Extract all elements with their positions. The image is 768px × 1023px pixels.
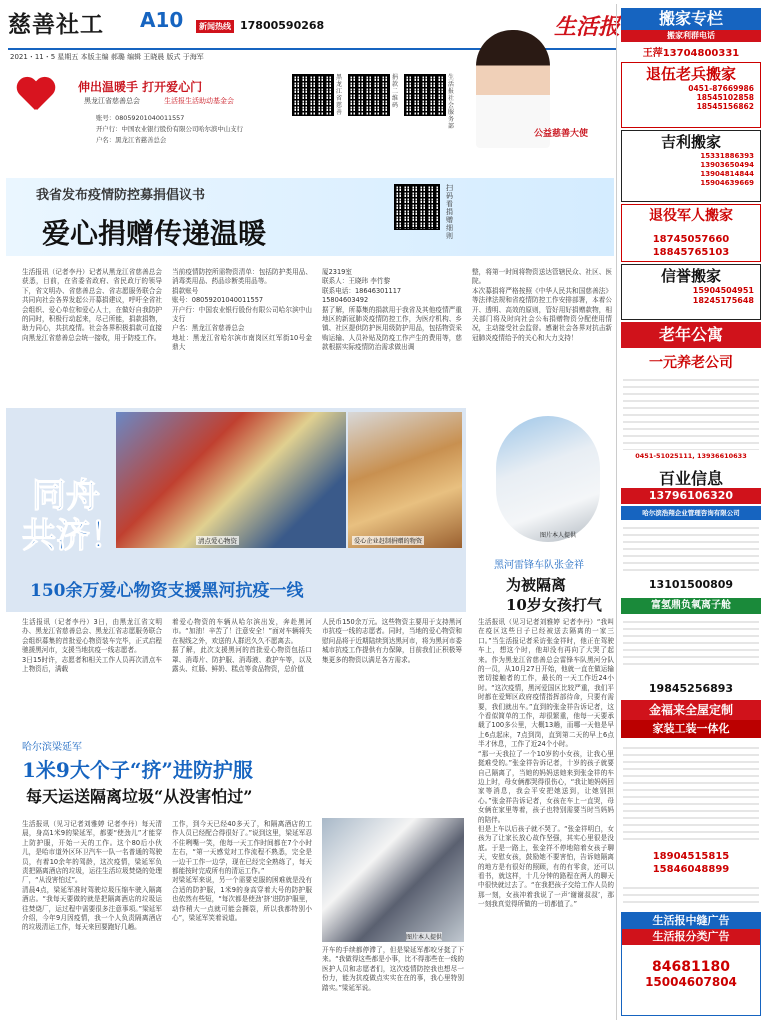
feature2-title-1: 为被隔离 xyxy=(506,576,567,594)
newspaper-logo: 生活报 xyxy=(554,14,621,40)
ad-fuqing-body xyxy=(623,616,759,668)
feature3-col2: 工作，到今天已经40多天了，和隔离酒店的工作人员已经配合得很好了。”说到这里，梁延军忍不住咧嘴一笑，他每一天工作时间都在7个小时左右，“第一天感觉对工作流程不熟悉，完全是一边干工作一边学，现在已经完全熟练了，每天都能按时完成所有的清运工作。” 对梁延军来说，另一个需要克服的困难就是没有合适的防护服，1米9的身高穿着大号的防护服也依然有些短，“每次都是使劲‘挤’进防护服里，动作稍大一点就可能会撕裂，所以我都特别小心”，梁延军笑着说道。 xyxy=(172,820,312,923)
ad-haoxiang-title: 哈尔滨浩翔企业管理咨询有限公司 xyxy=(621,506,761,520)
ad-xinyu-box xyxy=(621,264,761,320)
headline-sub: 我省发布疫情防控募捐倡议书 xyxy=(36,188,206,203)
qr-caption: 扫码看捐赠细则 xyxy=(446,184,453,240)
ads-column xyxy=(616,4,764,1020)
qr-label-3: 生活报社会服务部 xyxy=(448,74,455,130)
ambassador-label: 公益慈善大使 xyxy=(534,129,589,139)
feature1-title: 150余万爱心物资支援黑河抗疫一线 xyxy=(30,581,304,601)
banner-org-1: 黑龙江省慈善总会 xyxy=(84,97,140,105)
charity-banner xyxy=(6,64,614,152)
ad-moving-sub: 搬家利群电话 xyxy=(621,30,761,42)
feature2-caption: 图片本人提供 xyxy=(540,532,577,539)
feature1-big-2: 共济！ xyxy=(22,516,124,556)
ad-soldier-box xyxy=(621,204,761,262)
ad-xinyu-phones: 15904504951 18245175648 xyxy=(692,286,754,305)
ad-yiyuan-body xyxy=(623,374,759,450)
ad-fuqing-phone: 19845256893 xyxy=(648,682,734,695)
ad-jinfulai-phones: 18904515815 15846048899 xyxy=(652,851,730,875)
photo-caption-2: 爱心企业赶制捐赠的物资 xyxy=(354,538,423,545)
ad-baiye-phone: 13796106320 xyxy=(621,488,761,504)
banner-slogan: 伸出温暖手 打开爱心门 xyxy=(78,80,203,94)
ad-classified-phone-2: 15004607804 xyxy=(645,975,737,989)
ad-xinyu-title: 信誉搬家 xyxy=(660,267,721,285)
ad-moving-title: 搬家专栏 xyxy=(621,8,761,30)
hotline-number: 17800590268 xyxy=(240,19,325,32)
heart-icon xyxy=(16,78,56,114)
ad-misc-body xyxy=(623,882,759,906)
feature3-col3: 开车的手续都停滞了，但是梁延军都咬牙挺了下来。“我做得这些都是小事，比不得那些在一线的医护人员和志愿者们，这次疫情防控我也想尽一份力，能为抗疫做点实实在在的事，我心里特别踏实。”梁延军说。 xyxy=(322,946,464,992)
ad-classified-box xyxy=(621,912,761,1016)
ad-elderly-title: 老年公寓 xyxy=(621,322,761,348)
ad-jinfulai-body xyxy=(623,742,759,840)
ad-soldier-phones: 18745057660 18845765103 xyxy=(652,234,730,258)
ad-classified-title: 生活报中缝广告 xyxy=(622,913,760,929)
feature1-big-1: 同舟 xyxy=(32,476,100,516)
banner-org-2: 生活报生活助动基金会 xyxy=(164,97,234,105)
qr-code-icon xyxy=(348,74,390,116)
ad-classified-sub: 生活报分类广告 xyxy=(622,929,760,945)
ad-baiye-title: 百业信息 xyxy=(658,469,723,488)
feature1-col2: 着爱心物资的车辆从哈尔滨出发，奔赴黑河市。“加油！辛苦了！注意安全！”面对车辆将失在视线之外，欢送的人群迟久久不愿离去。 据了解，此次支援黑河的首批爱心物资包括口罩、消毒片、防护服、消毒液、救护车等，以及露头、红肠、鲜奶、糕点等食品物资，总价值 xyxy=(172,618,312,674)
feature3-title-1: 1米9大个子“挤”进防护服 xyxy=(22,758,253,782)
feature2-body: 生活报讯（见习记者刘雅婷 记者李丹）“我叫在疫区这些日子已经被送去隔离的一家三口。”当生活报记者采访张金祥时，他正在驾驶车上，想这个时，他却没有再向了大哭了起来。作为黑龙江省慈善总会雷锋车队黑河分队的一员，从10月27日开始，他就一直在做运输密切接触者的工作，最长的一天工作近24小时。“这次疫情，黑河爱国区比较严重，我们平时都在爱辉区政府疫情指挥部待命，只要有需要，我们就出车。”直到的张金祥告诉记者，这个看似简单的工作，却很繁重，他每一天要承载了100多公里，大概13趟，而哪一天他是早上6点起床，7点到岗，直到第二天的早上6点半才休息，工作了近24个小时。 “那一天我拉了一个10岁的小女孩，让我心里挺难受的。”张金祥告诉记者，十岁的孩子就要自己隔离了，当她的妈妈送她来到张金祥的车边上时，母女俩都哭得很伤心，“我让她妈妈回家等消息，我会平安把她送到，让她别担心。”张金祥告诉记者，女孩在车上一直哭，母女俩在家里等着，孩子也特别需要当时当妈妈的陪伴。 但是上车以后孩子就不哭了。“张金祥明白，女孩为了让家长放心故作坚强，其实心里很是没底。于是一路上，张金祥不停地陪着女孩子聊天，安慰女孩，鼓励她不要害怕，告诉她隔离的地方是有很好的照顾，有的有零食，还可以看书，就这样，十几分钟的路程在两人的聊天中很快就过去了。“在我把孩子交给工作人员的那一刻，女孩冲着我说了一声‘谢谢叔叔’，那一刻我真觉得所做的一切都值了。” xyxy=(478,618,614,909)
ad-haoxiang-body xyxy=(623,522,759,572)
page-section-title: 慈善社工 xyxy=(8,11,104,38)
ad-jili-phones: 15331886393 13903650494 13904814844 15904639669 xyxy=(700,152,754,187)
photo-factory xyxy=(348,412,462,548)
ad-yiyuan-title: 一元养老公司 xyxy=(649,355,733,371)
article1-col2: 当前疫情防控所需物资清单：包括防护类用品、消毒类用品、药品诊断类用品等。 捐款账号 账号：08059201040011557 开户行：中国农业银行股份有限公司哈尔滨中山支行 户名：黑龙江省慈善总会 地址：黑龙江省哈尔滨市南岗区红军街10号金鼎大 xyxy=(172,268,312,352)
qr-code-icon xyxy=(404,74,446,116)
feature3-caption: 图片本人提供 xyxy=(406,934,443,941)
ad-yiyuan-phone: 0451-51025111, 13936610633 xyxy=(635,452,747,460)
headline-block xyxy=(6,178,614,256)
article1-col1: 生活报讯（记者李丹）记者从黑龙江省慈善总会获悉，目前，在省委省政府、省民政厅的领导下，省文明办、省慈善总会、省志愿服务联合会共同向社会各界发起公开募捐建议，呼吁全省社会组织、爱心单位和爱心人士，在做好自我防护的同时，积极行动起来，尽己所能，捐款捐物，助力同心，共抗疫情。社会各界积极捐款可直接向黑龙江省慈善总会统一接收，用于防疫工作。 xyxy=(22,268,162,342)
page-number: A10 xyxy=(140,8,184,32)
banner-holder: 户名：黑龙江省慈善总会 xyxy=(96,136,167,144)
ad-classified-phone: 84681180 xyxy=(652,959,730,975)
ad-veteran-phones: 0451-87669986 18545102858 18545156862 xyxy=(688,84,754,111)
issue-meta: 2021・11・5 星期五 本版主编 郝璐 编辑 王晓晨 版式 于海军 xyxy=(10,53,204,61)
ad-jili-title: 吉利搬家 xyxy=(660,133,721,151)
ad-haoxiang-phone: 13101500809 xyxy=(648,578,734,591)
ad-jinfulai-title: 金福来全屋定制 xyxy=(621,700,761,720)
feature2-kicker: 黑河雷锋车队张金祥 xyxy=(494,560,584,571)
photo-liang xyxy=(322,818,464,942)
qr-code-icon xyxy=(394,184,440,230)
banner-bank: 开户行：中国农业银行股份有限公司哈尔滨中山支行 xyxy=(96,125,243,133)
banner-account: 账号：08059201040011557 xyxy=(96,114,185,122)
feature3-kicker: 哈尔滨梁延军 xyxy=(22,742,82,753)
ad-jinfulai-sub: 家装工装一体化 xyxy=(621,720,761,738)
article1-col4: 整，将第一时间将物资送达管辖民众、社区、医院。 本次募捐将严格按照《中华人民共和国慈善法》等法律法规和省疫情防控工作安排部署，本着公开、透明、高效的原则，管好用好捐赠款物，相关部门将及时向社会公布捐赠物资分配使用情况，主动接受社会监督。感谢社会各界对抗击新冠肺炎疫情给予的关心和大力支持！ xyxy=(472,268,612,342)
feature1-block xyxy=(6,408,466,612)
feature3-title-2: 每天运送隔离垃圾“从没害怕过” xyxy=(26,787,253,806)
ad-fuqing-title: 富氢鼎负氧离子舱 xyxy=(621,598,761,614)
ad-veteran-title: 退伍老兵搬家 xyxy=(645,65,736,83)
headline-main: 爱心捐赠传递温暖 xyxy=(42,217,267,250)
feature1-col3: 人民币150余万元。这些物资主要用于支持黑河市抗疫一线的志愿者。同时，当地的爱心物资和慰问品将于近期陆续到达黑河市，将为黑河市委城市抗疫工作提供有力保障，目前我们正积极筹集更多的物资以满足各方需求。 xyxy=(322,618,462,664)
qr-label-2: 捐款二维码 xyxy=(392,74,399,109)
ad-veteran-box xyxy=(621,62,761,128)
hotline-label: 新闻热线 xyxy=(196,20,234,33)
ad-moving-phone: 王萍13704800331 xyxy=(642,48,740,59)
qr-label-1: 黑龙江省慈善 xyxy=(336,74,343,116)
ad-jili-box xyxy=(621,130,761,202)
photo-caption-1: 清点爱心物资 xyxy=(198,537,237,545)
photo-zhang xyxy=(496,416,600,542)
qr-code-icon xyxy=(292,74,334,116)
photo-supplies xyxy=(116,412,346,548)
ad-soldier-title: 退役军人搬家 xyxy=(649,208,733,224)
feature1-col1: 生活报讯（记者李丹）3日，由黑龙江省文明办、黑龙江省慈善总会、黑龙江省志愿服务联合会组织募集的首批爱心物资装车完毕，正式启程驰援黑河市，支援当地抗疫一线志愿者。 3日15时许，志愿者和相关工作人员再次清点车上物资后，满载 xyxy=(22,618,162,674)
feature2-title-2: 10岁女孩打气 xyxy=(506,596,602,614)
feature3-col1: 生活报讯（见习记者刘雅婷 记者李丹）每天清晨，身高1米9的梁延军，都要“使劲儿”才能穿上防护服，开始一天的工作。这个80后小伙儿，是哈市道外区环卫汽车一队一名普通的驾驶员，有着10余年的驾龄，这次疫情，梁延军负责把隔离酒店的垃圾，运往生活垃圾焚烧的处理厂，“从没害怕过”。 清晨4点，梁延军准时驾驶垃圾压缩车驶入隔离酒店。“我每天要做的就是把隔离酒店的垃圾运往焚烧厂，运过程中需要很多注意事项。”梁延军介绍，今年9月因疫情，我一个人负责隔离酒店的垃圾清运工作，每天来回要跑好几趟。 xyxy=(22,820,162,932)
article1-col3: 厦2319室 联系人：王晓玮 李竹黎 联系电话：18646301117 15804603492 据了解，所募集的捐款用于我省及其他疫情严重地区的新冠肺炎疫情防控工作，为医疗机构、乡镇、社区提供防护医用级防护用品，包括物资采购运输、人员补贴及防疫工作产生的费用等，慈款根据实际疫情防治需求做出调 xyxy=(322,268,462,352)
